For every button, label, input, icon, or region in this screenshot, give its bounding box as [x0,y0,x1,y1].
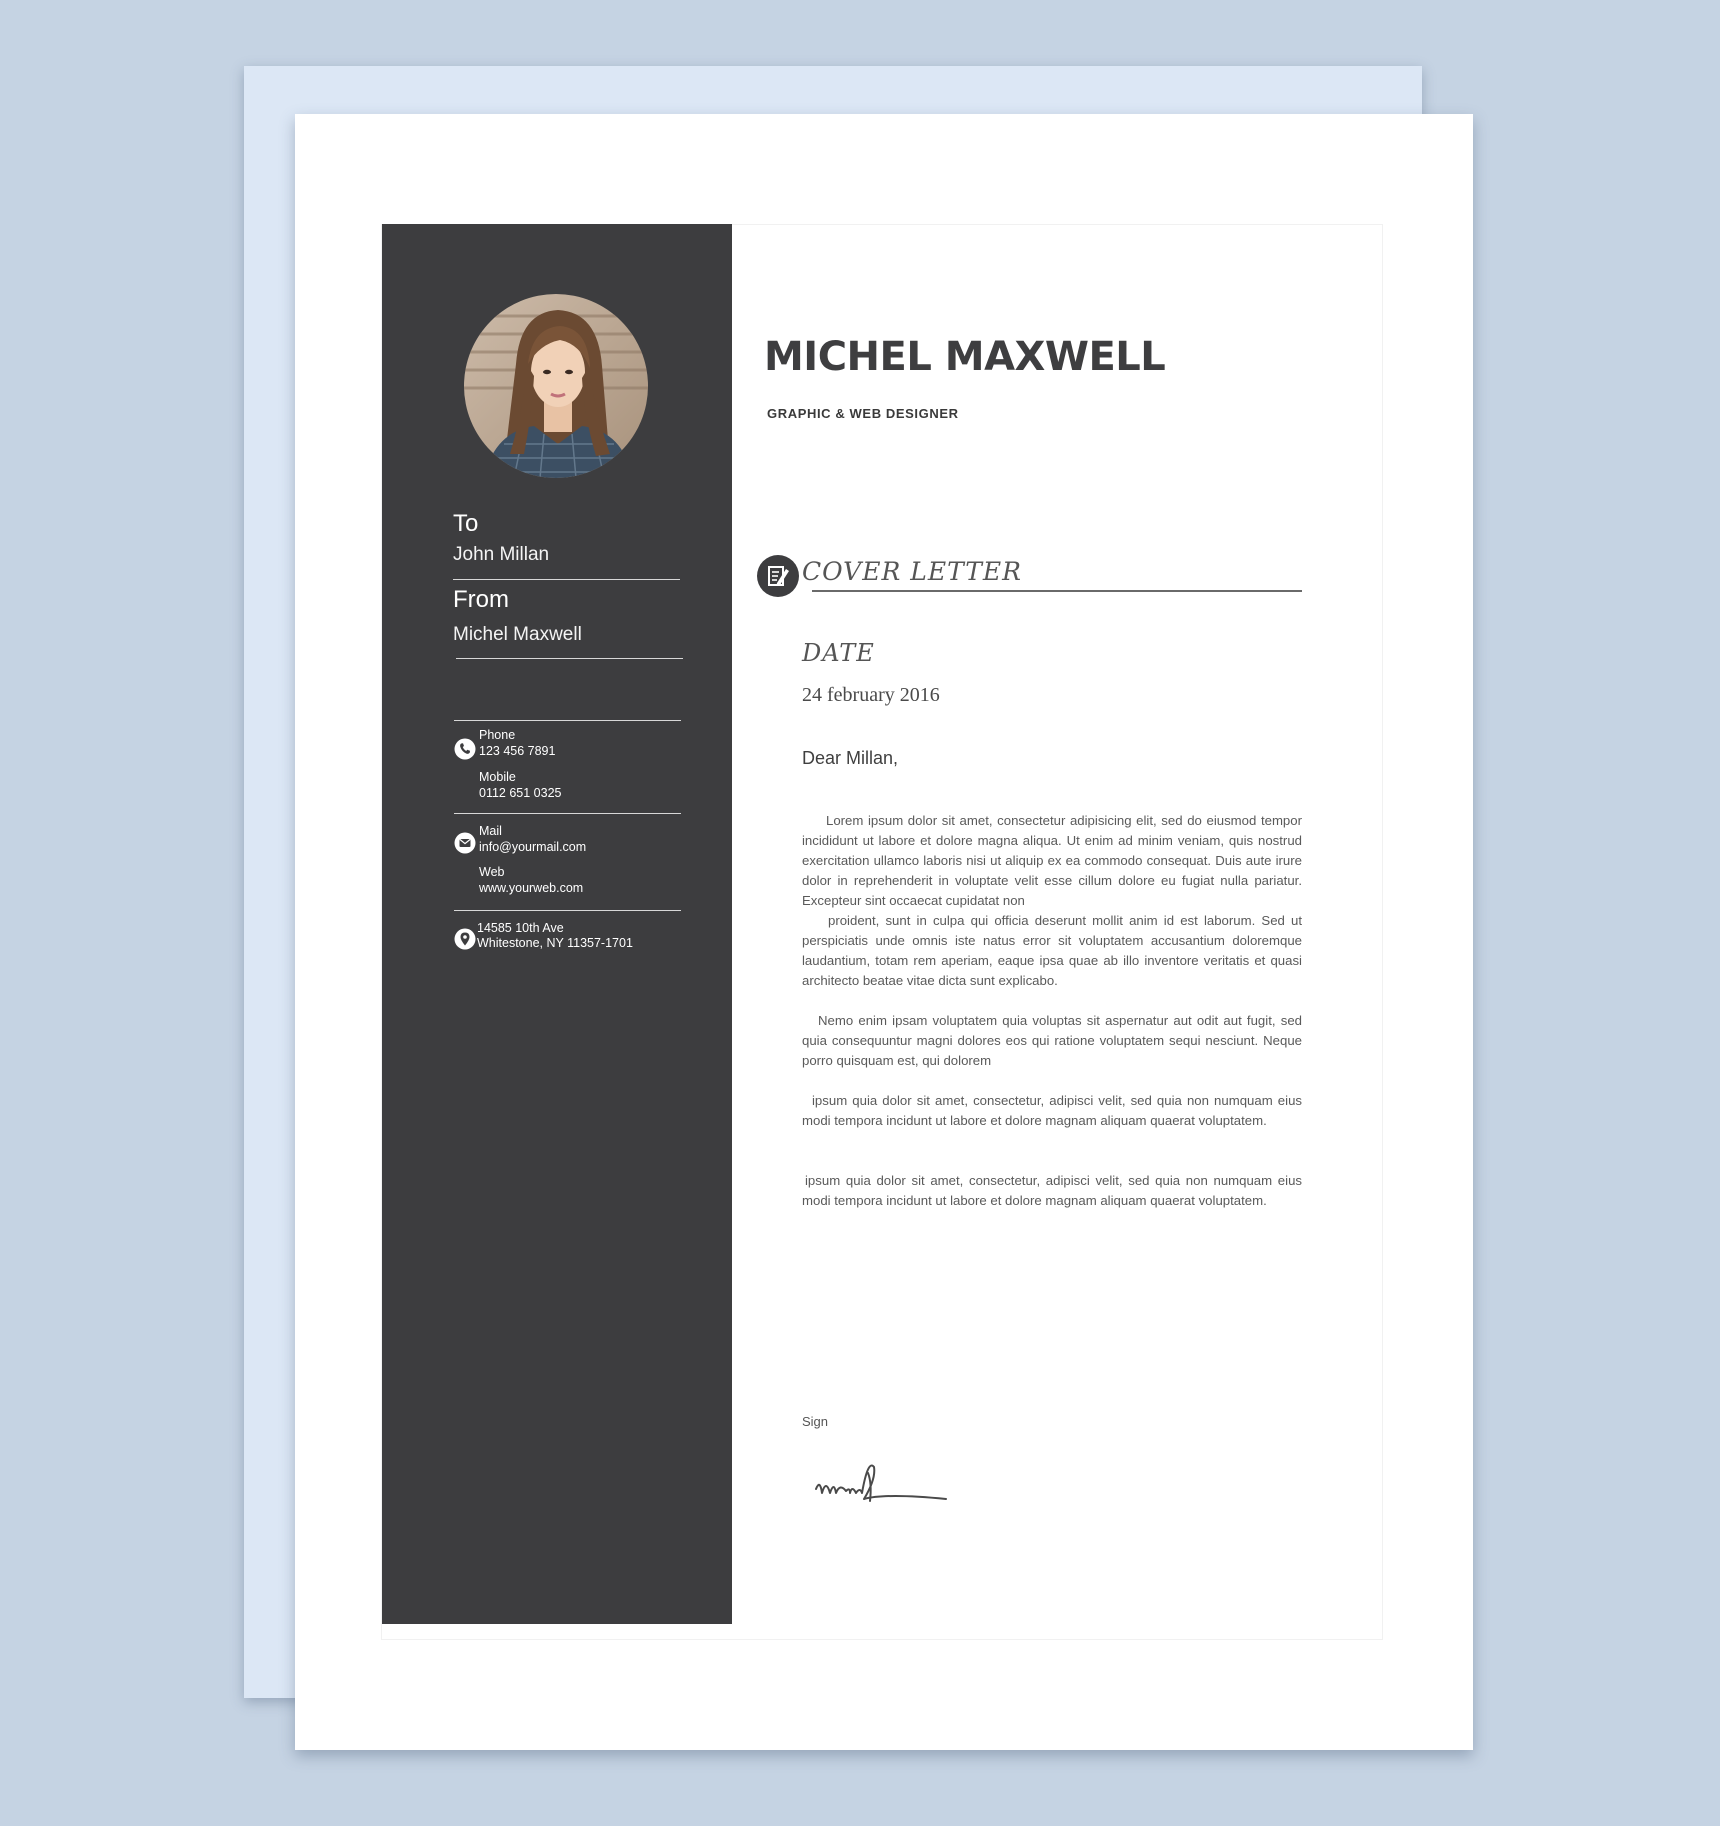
mobile-label: Mobile [479,770,516,784]
front-sheet [295,114,1473,1750]
divider [454,813,681,814]
sign-label: Sign [802,1414,829,1429]
letter-paragraph: proident, sunt in culpa qui officia deserunt mollit anim id est laborum. Sed ut perspiciatis unde omnis iste natus error sit voluptatem accusantium doloremque laudantium, totam rem aperiam, eaque ipsa quae ab illo inventore veritatis et quasi architecto beatae vitae dicta sunt explicabo. [802,913,1302,988]
phone-value[interactable]: 123 456 7891 [479,744,556,758]
recipient-name: John Millan [453,544,550,565]
from-label: From [453,586,509,613]
phone-icon [454,738,476,760]
address-line-2: Whitestone, NY 11357-1701 [477,936,633,950]
web-value[interactable]: www.yourweb.com [479,881,584,895]
avatar [464,294,648,478]
section-underline [812,590,1302,592]
mail-icon [454,832,476,854]
signature-icon [814,1449,954,1519]
to-label: To [453,510,479,537]
divider [454,720,681,721]
letter-paragraph: ipsum quia dolor sit amet, consectetur, adipisci velit, sed quia non numquam eius modi tempora incidunt ut labore et dolore magnam aliquam quaerat voluptatem. [802,1093,1302,1128]
portrait-photo-icon [464,294,648,478]
letter-paragraph: Nemo enim ipsam voluptatem quia voluptas sit aspernatur aut odit aut fugit, sed quia consequuntur magni dolores eos qui ratione voluptatem sequi nesciunt. Neque porro quisquam est, qui dolorem [802,1013,1302,1068]
divider [453,579,680,580]
letter-paragraph: Lorem ipsum dolor sit amet, consectetur adipisicing elit, sed do eiusmod tempor incididunt ut labore et dolore magna aliqua. Ut enim ad minim veniam, quis nostrud exercitation ullamco laboris nisi ut aliquip ex ea commodo consequat. Duis aute irure dolor in reprehenderit in voluptate velit esse cillum dolore eu fugiat nulla pariatur. Excepteur sint occaecat cupidatat non [802,813,1302,908]
job-title: GRAPHIC & WEB DESIGNER [767,406,959,421]
date-label: DATE [802,639,875,667]
edit-note-icon [757,555,799,597]
sender-name: Michel Maxwell [453,624,582,645]
section-title: COVER LETTER [802,557,1022,586]
divider [454,910,681,911]
salutation: Dear Millan, [802,748,899,768]
location-pin-icon [454,928,476,950]
address-line-1: 14585 10th Ave [477,921,564,935]
web-label: Web [479,865,505,879]
sidebar [382,224,732,1624]
mail-label: Mail [479,824,502,838]
date-value: 24 february 2016 [802,684,940,706]
mobile-value[interactable]: 0112 651 0325 [479,786,562,800]
letter-content [732,224,1382,1638]
divider [456,658,683,659]
letter-paragraph: ipsum quia dolor sit amet, consectetur, adipisci velit, sed quia non numquam eius modi tempora incidunt ut labore et dolore magnam aliquam quaerat voluptatem. [802,1173,1302,1208]
phone-label: Phone [479,728,516,742]
page-title: MICHEL MAXWELL [764,334,1166,380]
mail-value[interactable]: info@yourmail.com [479,840,587,854]
